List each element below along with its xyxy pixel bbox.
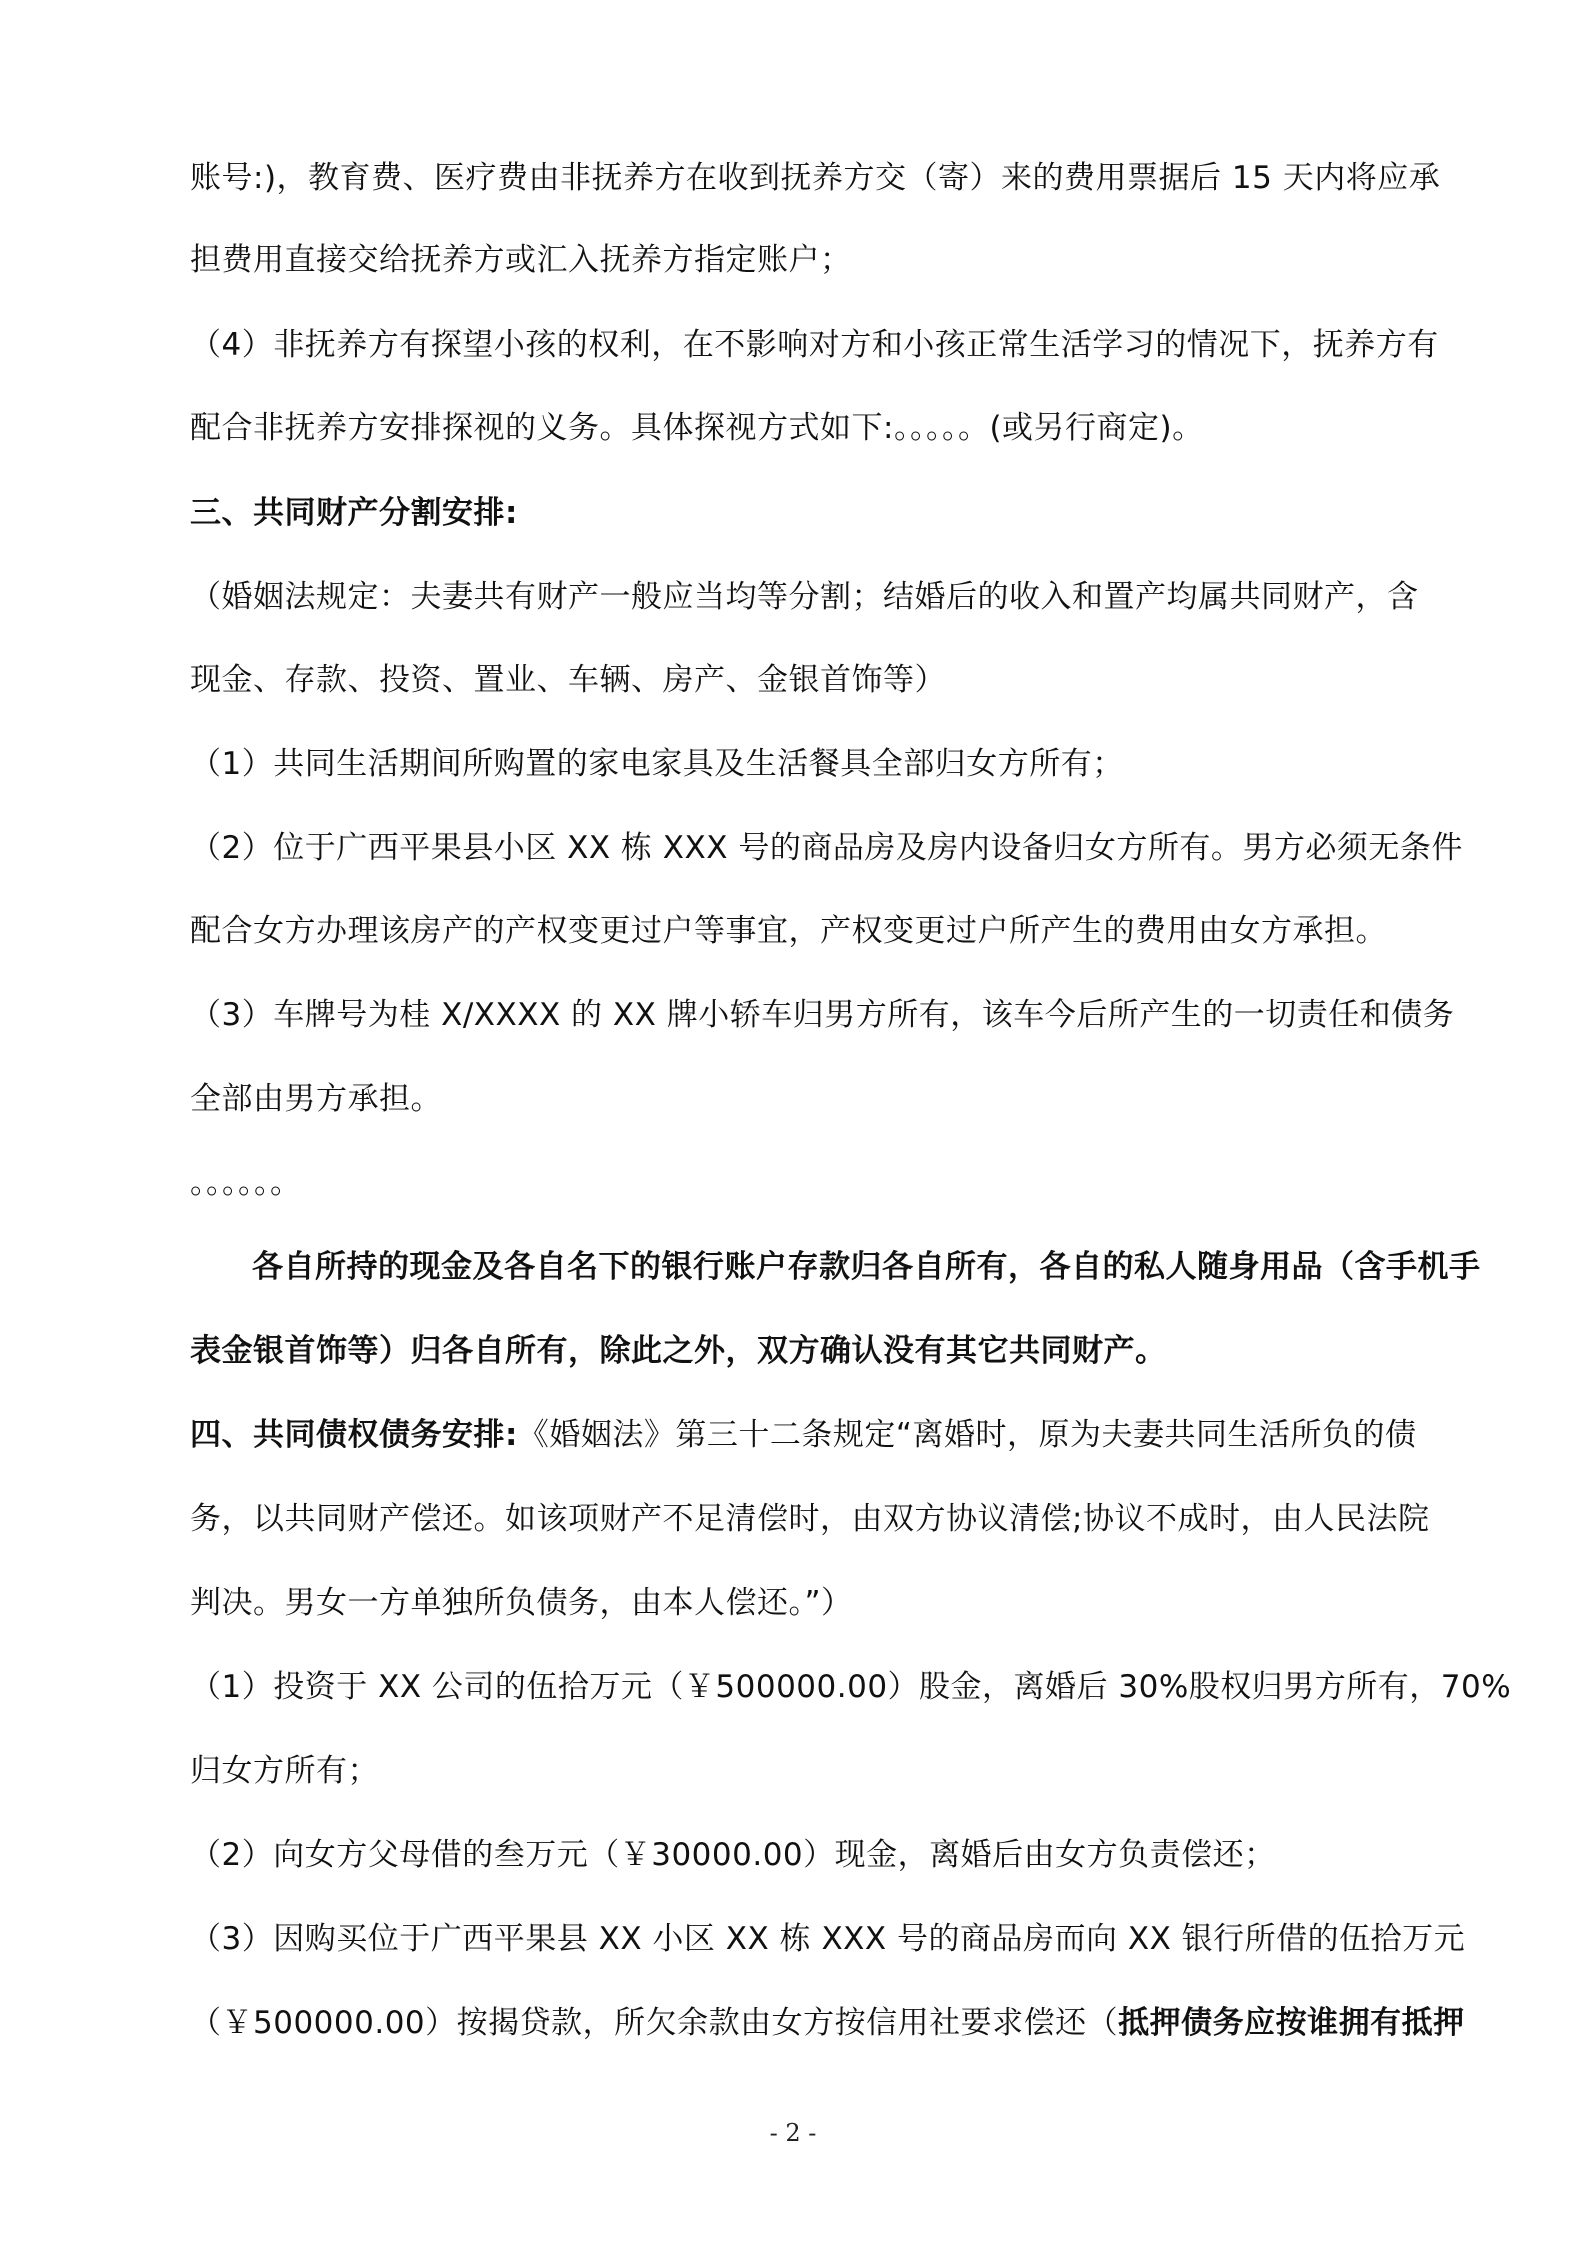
bold-note: 抵押债务应按谁拥有抵押 (1118, 2005, 1465, 2041)
text-line: （1）共同生活期间所购置的家电家具及生活餐具全部归女方所有； (190, 746, 1124, 782)
ellipsis-line: 。。。。。。 (190, 1165, 302, 1201)
text-line: （婚姻法规定：夫妻共有财产一般应当均等分割；结婚后的收入和置产均属共同财产，含 (190, 579, 1419, 615)
section-heading: 三、共同财产分割安排: (190, 495, 518, 531)
text-line: 账号:)，教育费、医疗费由非抚养方在收到抚养方交（寄）来的费用票据后 15 天内将应承 (190, 160, 1441, 196)
section-heading-line (190, 1415, 1440, 1455)
text-line: 全部由男方承担。 (190, 1081, 442, 1117)
bold-paragraph-line: 各自所持的现金及各自名下的银行账户存款归各自所有，各自的私人随身用品（含手机手 (252, 1249, 1481, 1285)
text-line: 担费用直接交给抚养方或汇入抚养方指定账户； (190, 242, 852, 278)
text-line: （4）非抚养方有探望小孩的权利，在不影响对方和小孩正常生活学习的情况下，抚养方有 (190, 327, 1439, 363)
text-line: 判决。男女一方单独所负债务，由本人偿还。”） (190, 1585, 853, 1621)
section-heading: 四、共同债权债务安排: (190, 1417, 518, 1453)
text-line: （1）投资于 XX 公司的伍拾万元（￥500000.00）股金，离婚后 30%股权归男方所有，70% (190, 1669, 1512, 1705)
text-line: （￥500000.00）按揭贷款，所欠余款由女方按信用社要求偿还（抵押债务应按谁拥有抵押 (190, 2005, 1465, 2041)
text-line: 配合非抚养方安排探视的义务。具体探视方式如下:。。。。。(或另行商定)。 (190, 410, 1204, 446)
text-line: 归女方所有； (190, 1753, 379, 1789)
law-citation: 《婚姻法》第三十二条规定“离婚时，原为夫妻共同生活所负的债 (517, 1417, 1417, 1453)
text-line: （2）向女方父母借的叁万元（￥30000.00）现金，离婚后由女方负责偿还； (190, 1837, 1276, 1873)
text-line: （3）车牌号为桂 X/XXXX 的 XX 牌小轿车归男方所有，该车今后所产生的一切责任和债务 (190, 997, 1455, 1033)
text-line: 配合女方办理该房产的产权变更过户等事宜，产权变更过户所产生的费用由女方承担。 (190, 913, 1387, 949)
text-line: （2）位于广西平果县小区 XX 栋 XXX 号的商品房及房内设备归女方所有。男方必须无条件 (190, 830, 1463, 866)
text-line: 务，以共同财产偿还。如该项财产不足清偿时，由双方协议清偿;协议不成时，由人民法院 (190, 1501, 1430, 1537)
page-number: - 2 - (769, 2119, 817, 2147)
text-line: 现金、存款、投资、置业、车辆、房产、金银首饰等） (190, 662, 946, 698)
text-line: （3）因购买位于广西平果县 XX 小区 XX 栋 XXX 号的商品房而向 XX 银行所借的伍拾万元 (190, 1921, 1466, 1957)
bold-paragraph-line: 表金银首饰等）归各自所有，除此之外，双方确认没有其它共同财产。 (190, 1333, 1167, 1369)
